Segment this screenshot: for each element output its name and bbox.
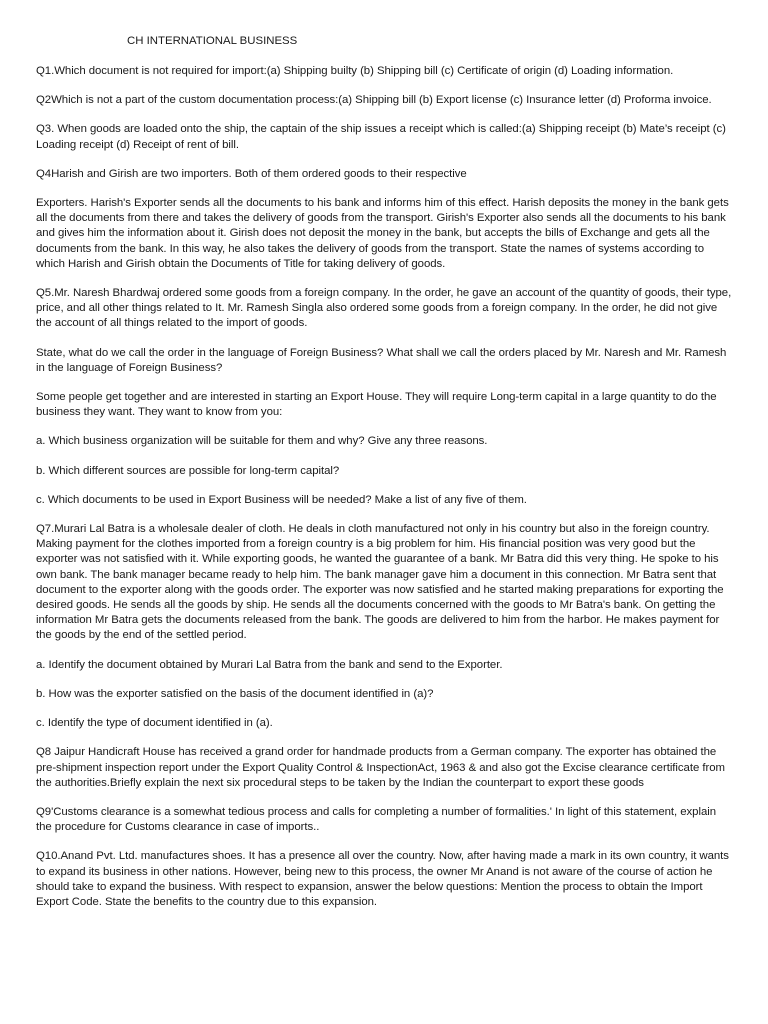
question-1: Q1.Which document is not required for import:(a) Shipping builty (b) Shipping bill (c) Certificate of origin (d) Loading information.: [36, 65, 674, 77]
question-7: Q7.Murari Lal Batra is a wholesale dealer of cloth. He deals in cloth manufactured not only in his country but also in the foreign country. Making payment for the clothes imported from a foreign country is a big problem for him. His financial position was very good but the exporter was not satisfied with it. While exporting goods, he wanted the guarantee of a bank. Mr Batra did this very thing. He spoke to his own bank. The bank manager became ready to help him. The bank manager gave him a document in this connection. Mr Batra sent that document to the exporter along with the goods order. The exporter was now satisfied and he started making preparations for exporting the desired goods. He sends all the goods by ship. He sends all the documents concerned with the goods to Mr Batra's bank. On getting the information Mr Batra gets the documents released from the bank. The goods are delivered to him from the harbor. He makes payment for the goods by the end of the settled period.: [36, 523, 724, 642]
question-2: Q2Which is not a part of the custom documentation process:(a) Shipping bill (b) Export license (c) Insurance letter (d) Proforma invoice.: [36, 94, 712, 107]
document-title: CH INTERNATIONAL BUSINESS: [127, 35, 298, 47]
question-7-part-c: c. Identify the type of document identified in (a).: [36, 717, 273, 730]
question-6-part-c: c. Which documents to be used in Export Business will be needed? Make a list of any five of them.: [36, 493, 527, 506]
question-7-part-b: b. How was the exporter satisfied on the basis of the document identified in (a)?: [36, 687, 434, 700]
question-6-part-a: a. Which business organization will be suitable for them and why? Give any three reasons.: [36, 435, 488, 448]
question-3: Q3. When goods are loaded onto the ship, the captain of the ship issues a receipt which is called:(a) Shipping receipt (b) Mate’s receipt (c) Loading receipt (d) Receipt of rent of bill.: [36, 123, 726, 151]
question-5: Q5.Mr. Naresh Bhardwaj ordered some goods from a foreign company. In the order, he gave an account of the quantity of goods, their type, price, and all other things related to It. Mr. Ramesh Singla also ordered some goods from a foreign company. In the order, he did not give the account of all things related to the import of goods.: [36, 287, 732, 330]
question-5-ask: State, what do we call the order in the language of Foreign Business? What shall we call the orders placed by Mr. Naresh and Mr. Ramesh in the language of Foreign Business?: [36, 346, 727, 374]
question-8: Q8 Jaipur Handicraft House has received a grand order for handmade products from a German company. The exporter has obtained the pre-shipment inspection report under the Export Quality Control & InspectionAct, 1963 & and also got the Excise clearance certificate from the authorities.Briefly explain the next six procedural steps to be taken by the Indian the counterpart to export these goods: [36, 746, 725, 789]
question-6-part-b: b. Which different sources are possible for long-term capital?: [36, 464, 340, 477]
question-4-intro: Q4Harish and Girish are two importers. Both of them ordered goods to their respective: [36, 167, 467, 180]
question-10: Q10.Anand Pvt. Ltd. manufactures shoes. It has a presence all over the country. Now, after having made a mark in its own country, it wants to expand its business in other nations. However, being new to this process, the owner Mr Anand is not aware of the course of action he should take to expand the business. With respect to expansion, answer the below questions: Mention the process to obtain the Import Export Code. State the benefits to the country due to this expansion.: [36, 850, 729, 908]
question-7-part-a: a. Identify the document obtained by Murari Lal Batra from the bank and send to the Exporter.: [36, 658, 503, 671]
question-4-body: Exporters. Harish's Exporter sends all the documents to his bank and informs him of this effect. Harish deposits the money in the bank gets all the documents from there and takes the delivery of goods from the transport. Girish's Exporter also sends all the documents to his bank and gives him the information about it. Girish does not deposit the money in the bank, but accepts the bills of Exchange and gets all the documents from the bank. In this way, he also takes the delivery of goods from the transport. State the names of systems according to which Harish and Girish obtain the Documents of Title for taking delivery of goods.: [36, 197, 729, 270]
question-9: Q9'Customs clearance is a somewhat tedious process and calls for completing a number of formalities.' In light of this statement, explain the procedure for Customs clearance in case of imports..: [36, 805, 716, 834]
question-6-intro: Some people get together and are interested in starting an Export House. They will require Long-term capital in a large quantity to do the business they want. They want to know from you:: [36, 391, 717, 419]
